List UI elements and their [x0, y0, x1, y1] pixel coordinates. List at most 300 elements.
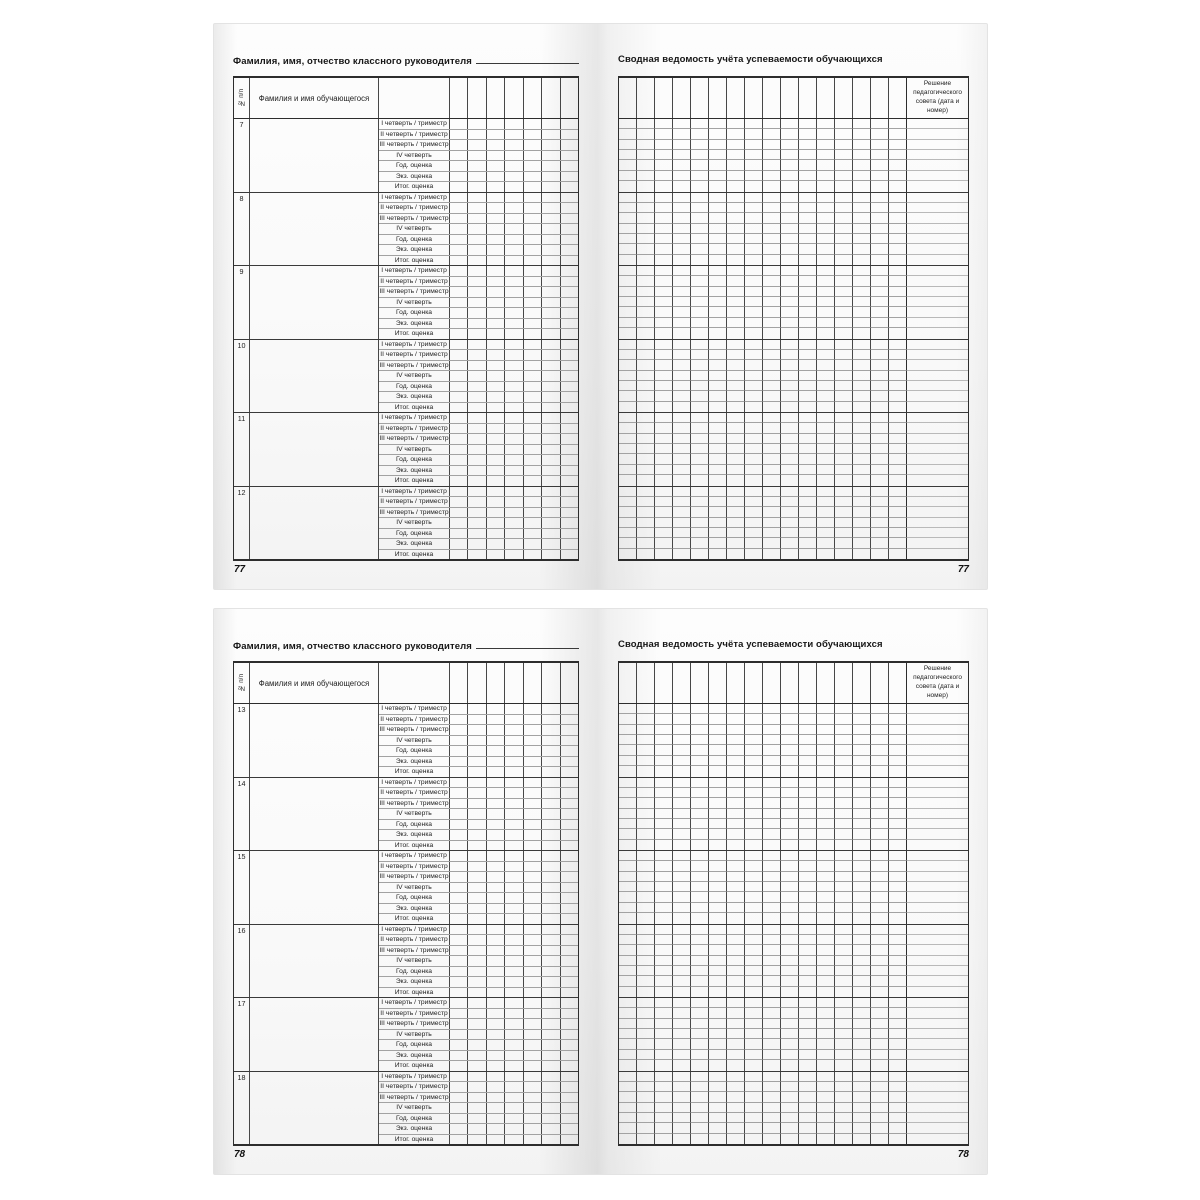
- period-label-cell: III четверть / триместр: [379, 361, 449, 369]
- subject-grade-cell: [781, 798, 799, 808]
- grade-cell: [450, 224, 468, 234]
- grade-cell: [487, 361, 505, 371]
- subject-grade-cell: [781, 913, 799, 923]
- grade-cell: [450, 350, 468, 360]
- grade-cell: [542, 904, 560, 914]
- grade-cell: [468, 130, 486, 140]
- period-label-cell: I четверть / триместр: [379, 778, 450, 788]
- grade-cell: [468, 245, 486, 255]
- grade-cell: [487, 757, 505, 767]
- grade-cell: [450, 1114, 468, 1124]
- grade-cell: [542, 757, 560, 767]
- page-number: 77: [957, 564, 969, 575]
- subject-grade-cell: [817, 1029, 835, 1039]
- subject-grade-cell: [691, 1019, 709, 1029]
- period-label-cell: Итог. оценка: [379, 1061, 450, 1071]
- grade-cell: [542, 466, 560, 476]
- grade-cell: [468, 392, 486, 402]
- subject-grade-cell: [781, 507, 799, 517]
- subject-grade-cell: [799, 735, 817, 745]
- period-label-cell: Итог. оценка: [379, 256, 450, 266]
- subject-grade-cell: [709, 454, 727, 464]
- subject-grade-cell: [691, 518, 709, 528]
- summary-row: [619, 224, 968, 234]
- decision-cell: [906, 766, 968, 776]
- grade-cell: [524, 224, 542, 234]
- subject-grade-cell: [835, 140, 853, 150]
- subject-grade-cell: [655, 987, 673, 997]
- grade-cell: [505, 788, 523, 798]
- subject-grade-cell: [619, 778, 637, 788]
- grade-cell: [524, 862, 542, 872]
- subject-grade-cell: [889, 1050, 906, 1060]
- subject-grade-cell: [889, 956, 906, 966]
- subject-grade-cell: [871, 213, 889, 223]
- subject-grade-cell: [673, 360, 691, 370]
- subject-grade-cell: [727, 318, 745, 328]
- subject-grade-cell: [889, 475, 906, 485]
- grade-cell: [524, 872, 542, 882]
- subject-grade-cell: [655, 371, 673, 381]
- subject-grade-cell: [691, 381, 709, 391]
- subject-grade-cell: [709, 444, 727, 454]
- grade-cell: [450, 830, 468, 840]
- period-row: [379, 1019, 578, 1030]
- subject-grade-cell: [709, 255, 727, 265]
- grade-cell: [542, 340, 560, 350]
- subject-grade-cell: [781, 861, 799, 871]
- subject-grade-cell: [709, 371, 727, 381]
- period-row: [379, 1040, 578, 1051]
- subject-grade-cell: [673, 966, 691, 976]
- subject-grade-cell: [763, 1019, 781, 1029]
- subject-grade-cell: [781, 766, 799, 776]
- subject-grade-cell: [889, 454, 906, 464]
- subject-grade-cell: [799, 1050, 817, 1060]
- grade-cell: [505, 392, 523, 402]
- grade-cell: [450, 883, 468, 893]
- decision-column-header: Решение педагогического совета (дата и номер): [906, 663, 968, 703]
- grade-cell: [524, 130, 542, 140]
- grade-cell: [487, 767, 505, 777]
- grade-cell: [505, 1124, 523, 1134]
- grade-cell: [524, 1082, 542, 1092]
- grade-cell: [561, 361, 578, 371]
- subject-grade-cell: [691, 549, 709, 559]
- grade-cell: [487, 466, 505, 476]
- subject-grade-cell: [691, 129, 709, 139]
- summary-row: [619, 360, 968, 370]
- subject-grade-cell: [799, 381, 817, 391]
- subject-grade-cell: [781, 1082, 799, 1092]
- subject-grade-cell: [835, 507, 853, 517]
- subject-grade-cell: [853, 956, 871, 966]
- subject-grade-cell: [691, 945, 709, 955]
- subject-grade-cell: [709, 829, 727, 839]
- grade-cell: [505, 998, 523, 1008]
- subject-grade-cell: [727, 829, 745, 839]
- subject-grade-cell: [871, 318, 889, 328]
- subject-grade-cell: [691, 998, 709, 1008]
- subject-grade-cell: [781, 360, 799, 370]
- subject-grade-cell: [871, 193, 889, 203]
- subject-grade-cell: [781, 423, 799, 433]
- period-row: [379, 350, 578, 361]
- students-grades-table: [233, 661, 579, 1146]
- subject-grade-cell: [781, 518, 799, 528]
- subject-grade-cell: [637, 297, 655, 307]
- subject-grade-cell: [817, 497, 835, 507]
- subject-grade-cell: [817, 203, 835, 213]
- subject-grade-cell: [727, 487, 745, 497]
- grade-cell: [487, 350, 505, 360]
- subject-grade-cell: [637, 735, 655, 745]
- subject-grade-cell: [817, 1008, 835, 1018]
- subject-grade-cell: [871, 129, 889, 139]
- period-rows: [379, 778, 578, 851]
- subject-grade-cell: [619, 925, 637, 935]
- grade-cell: [561, 308, 578, 318]
- period-rows: [379, 340, 578, 413]
- subject-grade-cell: [889, 287, 906, 297]
- summary-row: [619, 829, 968, 839]
- subject-grade-cell: [889, 528, 906, 538]
- grade-column-header-cell: [450, 78, 468, 118]
- grade-cell: [505, 809, 523, 819]
- subject-grade-cell: [817, 276, 835, 286]
- grade-cell: [450, 872, 468, 882]
- subject-grade-cell: [763, 497, 781, 507]
- grade-cell: [487, 841, 505, 851]
- subject-grade-cell: [817, 945, 835, 955]
- subject-grade-cell: [781, 129, 799, 139]
- subject-grade-cell: [871, 276, 889, 286]
- grade-cell: [468, 778, 486, 788]
- subject-grade-cell: [727, 798, 745, 808]
- period-row: [379, 1072, 578, 1083]
- subject-grade-cell: [871, 287, 889, 297]
- grade-cell: [524, 361, 542, 371]
- subject-grade-cell: [619, 766, 637, 776]
- subject-grade-cell: [637, 766, 655, 776]
- grade-cell: [468, 424, 486, 434]
- grade-cell: [487, 476, 505, 486]
- grade-cell: [561, 550, 578, 560]
- period-label-cell: II четверть / триместр: [379, 862, 450, 872]
- name-column-header: Фамилия и имя обучающегося: [250, 78, 379, 118]
- subject-grade-cell: [817, 181, 835, 191]
- subject-grade-cell: [853, 851, 871, 861]
- subject-grade-cell: [889, 371, 906, 381]
- grade-cell: [505, 529, 523, 539]
- subject-grade-cell: [763, 465, 781, 475]
- subject-grade-cell: [745, 778, 763, 788]
- grade-cell: [542, 788, 560, 798]
- period-row: [379, 914, 578, 924]
- subject-grade-cell: [637, 976, 655, 986]
- subject-grade-cell: [853, 350, 871, 360]
- subject-grade-cell: [691, 725, 709, 735]
- subject-grade-cell: [835, 160, 853, 170]
- summary-row: [619, 244, 968, 254]
- subject-grade-cell: [655, 266, 673, 276]
- subject-grade-cell: [889, 266, 906, 276]
- subject-grade-cell: [835, 276, 853, 286]
- subject-grade-cell: [835, 725, 853, 735]
- summary-row: [619, 381, 968, 391]
- subject-grade-cell: [637, 475, 655, 485]
- subject-grade-cell: [619, 956, 637, 966]
- subject-grade-cell: [673, 998, 691, 1008]
- summary-row: [619, 725, 968, 735]
- decision-cell: [906, 465, 968, 475]
- grade-cell: [468, 914, 486, 924]
- subject-grade-cell: [745, 434, 763, 444]
- summary-row: [619, 507, 968, 517]
- grade-cell: [505, 757, 523, 767]
- student-name-cell: [250, 266, 379, 339]
- grade-cell: [542, 319, 560, 329]
- summary-row: [619, 935, 968, 945]
- subject-grade-cell: [799, 244, 817, 254]
- grade-cell: [505, 893, 523, 903]
- subject-grade-cell: [835, 778, 853, 788]
- subject-grade-cell: [637, 328, 655, 338]
- grade-cell: [561, 350, 578, 360]
- subject-grade-cell: [691, 360, 709, 370]
- grade-cell: [468, 977, 486, 987]
- subject-grade-cell: [835, 851, 853, 861]
- decision-cell: [906, 423, 968, 433]
- subject-grade-cell: [655, 798, 673, 808]
- subject-grade-cell: [871, 307, 889, 317]
- subject-grade-cell: [691, 1082, 709, 1092]
- subject-grade-cell: [853, 318, 871, 328]
- grade-cell: [561, 946, 578, 956]
- summary-row: [619, 872, 968, 882]
- subject-grade-cell: [853, 725, 871, 735]
- period-row: [379, 466, 578, 477]
- summary-row: [619, 171, 968, 181]
- subject-grade-cell: [619, 987, 637, 997]
- grade-cell: [524, 1030, 542, 1040]
- subject-grade-cell: [889, 497, 906, 507]
- subject-grade-cell: [763, 1134, 781, 1144]
- subject-grade-cell: [871, 998, 889, 1008]
- subject-grade-cell: [781, 1134, 799, 1144]
- summary-row: [619, 297, 968, 307]
- subject-grade-cell: [763, 840, 781, 850]
- subject-grade-cell: [673, 913, 691, 923]
- grade-cell: [505, 235, 523, 245]
- period-label-cell: Экз. оценка: [379, 392, 450, 402]
- grade-cell: [505, 1061, 523, 1071]
- subject-grade-cell: [853, 840, 871, 850]
- grade-cell: [468, 935, 486, 945]
- period-row: [379, 550, 578, 560]
- subject-grade-cell: [727, 171, 745, 181]
- grade-cell: [561, 434, 578, 444]
- subject-grade-cell: [637, 181, 655, 191]
- period-label-cell: III четверть / триместр: [379, 508, 449, 516]
- subject-grade-cell: [781, 171, 799, 181]
- subject-grade-cell: [799, 193, 817, 203]
- subject-grade-cell: [727, 1113, 745, 1123]
- grade-cell: [450, 361, 468, 371]
- subject-grade-cell: [835, 976, 853, 986]
- subject-grade-cell: [781, 244, 799, 254]
- subject-grade-cell: [781, 935, 799, 945]
- subject-grade-cell: [835, 945, 853, 955]
- period-row: [379, 1009, 578, 1020]
- grade-cell: [524, 788, 542, 798]
- grade-cell: [524, 778, 542, 788]
- subject-grade-cell: [817, 925, 835, 935]
- subject-grade-cell: [889, 798, 906, 808]
- subject-grade-cell: [763, 735, 781, 745]
- subject-grade-cell: [871, 171, 889, 181]
- subject-grade-cell: [709, 1029, 727, 1039]
- subject-grade-cell: [889, 181, 906, 191]
- subject-grade-cell: [835, 518, 853, 528]
- subject-grade-cell: [799, 1113, 817, 1123]
- subject-grade-cell: [763, 861, 781, 871]
- grade-cell: [468, 487, 486, 497]
- grade-cell: [468, 1040, 486, 1050]
- subject-grade-cell: [691, 861, 709, 871]
- subject-grade-cell: [853, 255, 871, 265]
- grade-cell: [505, 1040, 523, 1050]
- subject-grade-cell: [655, 1123, 673, 1133]
- subject-grade-cell: [637, 224, 655, 234]
- subject-column-header-cell: [673, 663, 691, 703]
- subject-grade-cell: [709, 150, 727, 160]
- grade-cell: [542, 967, 560, 977]
- subject-grade-cell: [691, 328, 709, 338]
- grade-cell: [561, 329, 578, 339]
- grade-cell: [450, 904, 468, 914]
- subject-grade-cell: [835, 413, 853, 423]
- subject-grade-cell: [637, 1008, 655, 1018]
- grade-cell: [524, 193, 542, 203]
- subject-grade-cell: [853, 714, 871, 724]
- subject-grade-cell: [745, 725, 763, 735]
- grade-cell: [524, 1040, 542, 1050]
- grade-cell: [487, 1114, 505, 1124]
- subject-grade-cell: [727, 454, 745, 464]
- subject-grade-cell: [619, 487, 637, 497]
- grade-cell: [450, 935, 468, 945]
- subject-grade-cell: [655, 892, 673, 902]
- subject-grade-cell: [835, 297, 853, 307]
- grade-cell: [468, 736, 486, 746]
- period-label-cell: II четверть / триместр: [379, 715, 450, 725]
- subject-grade-cell: [745, 913, 763, 923]
- subject-grade-cell: [763, 1113, 781, 1123]
- grade-cell: [487, 203, 505, 213]
- summary-block: [619, 266, 968, 340]
- grade-cell: [561, 203, 578, 213]
- grade-cell: [505, 1135, 523, 1145]
- subject-grade-cell: [889, 193, 906, 203]
- grade-cell: [561, 1124, 578, 1134]
- subject-grade-cell: [835, 809, 853, 819]
- subject-grade-cell: [745, 1029, 763, 1039]
- subject-grade-cell: [745, 809, 763, 819]
- subject-grade-cell: [637, 549, 655, 559]
- subject-grade-cell: [817, 371, 835, 381]
- subject-grade-cell: [673, 497, 691, 507]
- subject-grade-cell: [655, 766, 673, 776]
- subject-grade-cell: [799, 819, 817, 829]
- grade-cell: [468, 904, 486, 914]
- student-number-cell: 10: [234, 340, 250, 413]
- student-block: [234, 266, 578, 340]
- grade-cell: [561, 1072, 578, 1082]
- subject-grade-cell: [853, 872, 871, 882]
- summary-row: [619, 892, 968, 902]
- period-row: [379, 308, 578, 319]
- subject-grade-cell: [619, 903, 637, 913]
- subject-grade-cell: [781, 475, 799, 485]
- subject-grade-cell: [619, 371, 637, 381]
- subject-grade-cell: [727, 1092, 745, 1102]
- subject-grade-cell: [835, 735, 853, 745]
- student-number-cell: 9: [234, 266, 250, 339]
- grade-cell: [487, 914, 505, 924]
- subject-grade-cell: [745, 1103, 763, 1113]
- grade-cell: [487, 788, 505, 798]
- subject-grade-cell: [709, 966, 727, 976]
- subject-grade-cell: [727, 1050, 745, 1060]
- decision-cell: [906, 360, 968, 370]
- subject-grade-cell: [619, 840, 637, 850]
- subject-grade-cell: [799, 766, 817, 776]
- subject-column-header-cell: [871, 663, 889, 703]
- summary-block: [619, 704, 968, 778]
- subject-grade-cell: [673, 819, 691, 829]
- subject-grade-cell: [835, 704, 853, 714]
- subject-grade-cell: [655, 475, 673, 485]
- subject-grade-cell: [853, 798, 871, 808]
- period-row: [379, 413, 578, 424]
- student-name-cell: [250, 193, 379, 266]
- summary-block: [619, 925, 968, 999]
- grade-cell: [450, 277, 468, 287]
- grade-cell: [524, 935, 542, 945]
- subject-grade-cell: [835, 266, 853, 276]
- subject-grade-cell: [673, 1113, 691, 1123]
- grade-cell: [524, 946, 542, 956]
- subject-grade-cell: [871, 413, 889, 423]
- subject-grade-cell: [691, 528, 709, 538]
- subject-grade-cell: [619, 1103, 637, 1113]
- subject-grade-cell: [889, 892, 906, 902]
- subject-grade-cell: [817, 538, 835, 548]
- grade-cell: [468, 1072, 486, 1082]
- grade-cell: [524, 704, 542, 714]
- grade-cell: [450, 266, 468, 276]
- period-label-cell: Итог. оценка: [379, 403, 450, 413]
- subject-grade-cell: [655, 454, 673, 464]
- subject-grade-cell: [853, 998, 871, 1008]
- subject-grade-cell: [727, 518, 745, 528]
- decision-cell: [906, 756, 968, 766]
- period-label-cell: Итог. оценка: [379, 841, 450, 851]
- subject-grade-cell: [781, 150, 799, 160]
- subject-grade-cell: [655, 307, 673, 317]
- subject-grade-cell: [817, 266, 835, 276]
